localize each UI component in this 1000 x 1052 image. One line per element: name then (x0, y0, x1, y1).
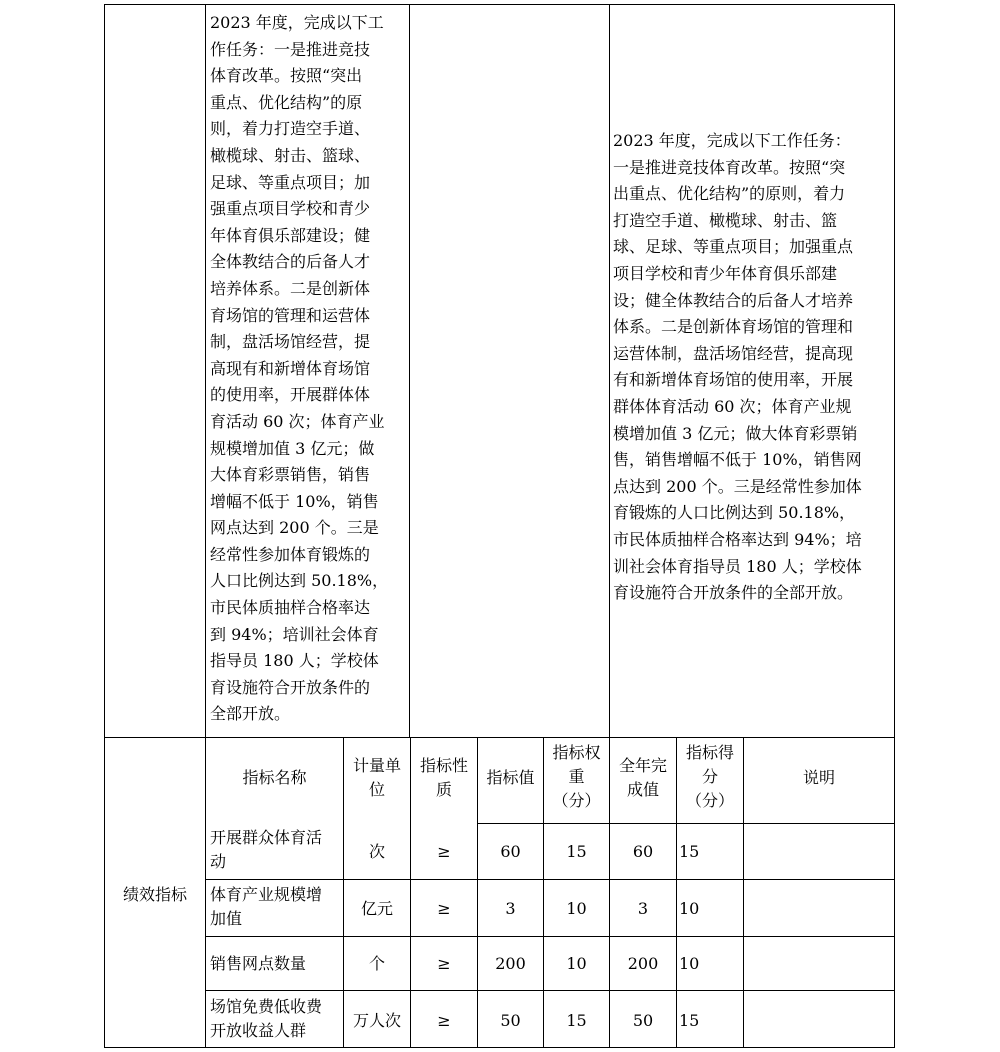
row1-nature: ≥ (437, 842, 451, 861)
row1-actual: 60 (632, 842, 654, 861)
row4-score: 15 (679, 1011, 700, 1030)
header-note: 说明 (802, 768, 835, 787)
row1-value: 60 (500, 842, 521, 861)
row4-actual: 50 (632, 1011, 654, 1030)
row1-score: 15 (679, 842, 700, 861)
row2-actual: 3 (637, 899, 649, 918)
row4-value: 50 (500, 1011, 521, 1030)
goals-left-text: 2023 年度，完成以下工 作任务：一是推进竞技 体育改革。按照“突出 重点、优化结构”的原 则，着力打造空手道、 橄榄球、射击、篮球、 足球、等重点项目；加 强重点项目学校和青少 年体育俱乐部建设；健 全体教结合的后备人才 培养体系。二是创新体 育场馆的管理和运营体 制，盘活场馆经营，提 高现有和新增体育场馆 的使用率，开展群体体 育活动 60 次；体育产业 规模增加值 3 亿元；做 大体育彩票销售，销售 增幅不低于 10%，销售 网点达到 200 个。三是 经常性参加体育锻炼的 人口比例达到 50.18%， 市民体质抽样合格率达 到 94%；培训社会体育 指导员 180 人；学校体 育设施符合开放条件的 全部开放。 (210, 13, 389, 724)
header-weight: 指标权 重 （分） (552, 743, 601, 810)
row3-weight: 10 (566, 954, 587, 973)
row3-name: 销售网点数量 (210, 954, 307, 973)
goals-right-text: 2023 年度，完成以下工作任务： 一是推进竞技体育改革。按照“突 出重点、优化结构”的原则，着力 打造空手道、橄榄球、射击、篮 球、足球、等重点项目；加强重点 项目学校和青少年体育俱乐部建 设；健全体教结合的后备人才培养 体系。二是创新体育场馆的管理和 运营体制，盘活场馆经营，提高现 有和新增体育场馆的使用率，开展 群体体育活动 60 次；体育产业规 模增加值 3 亿元；做大体育彩票销 售，销售增幅不低于 10%，销售网 点达到 200 个。三是经常性参加体 育锻炼的人口比例达到 50.18%， 市民体质抽样合格率达到 94%；培 训社会体育指导员 180 人；学校体 育设施符合开放条件的全部开放。 (613, 131, 862, 603)
row2-name: 体育产业规模增 加值 (210, 885, 323, 928)
row3-score: 10 (679, 954, 700, 973)
header-score: 指标得 分 （分） (685, 743, 734, 810)
row1-name: 开展群众体育活 动 (210, 828, 323, 871)
row1-unit: 次 (368, 842, 385, 861)
row4-nature: ≥ (437, 1011, 451, 1030)
row3-value: 200 (495, 954, 526, 973)
header-unit: 计量单 位 (352, 756, 401, 799)
row3-unit: 个 (368, 954, 385, 973)
row4-weight: 15 (566, 1011, 587, 1030)
row3-actual: 200 (627, 954, 659, 973)
header-actual: 全年完 成值 (618, 756, 667, 799)
row2-value: 3 (505, 899, 516, 918)
row4-name: 场馆免费低收费 开放收益人群 (210, 997, 323, 1040)
row3-nature: ≥ (437, 954, 451, 973)
row4-unit: 万人次 (352, 1011, 401, 1030)
row2-unit: 亿元 (360, 899, 393, 918)
section-label: 绩效指标 (122, 885, 187, 904)
header-name: 指标名称 (242, 768, 307, 787)
header-nature: 指标性 质 (419, 756, 468, 799)
row2-weight: 10 (566, 899, 587, 918)
header-value: 指标值 (486, 768, 535, 787)
row2-score: 10 (679, 899, 700, 918)
row2-nature: ≥ (437, 899, 451, 918)
row1-weight: 15 (566, 842, 587, 861)
